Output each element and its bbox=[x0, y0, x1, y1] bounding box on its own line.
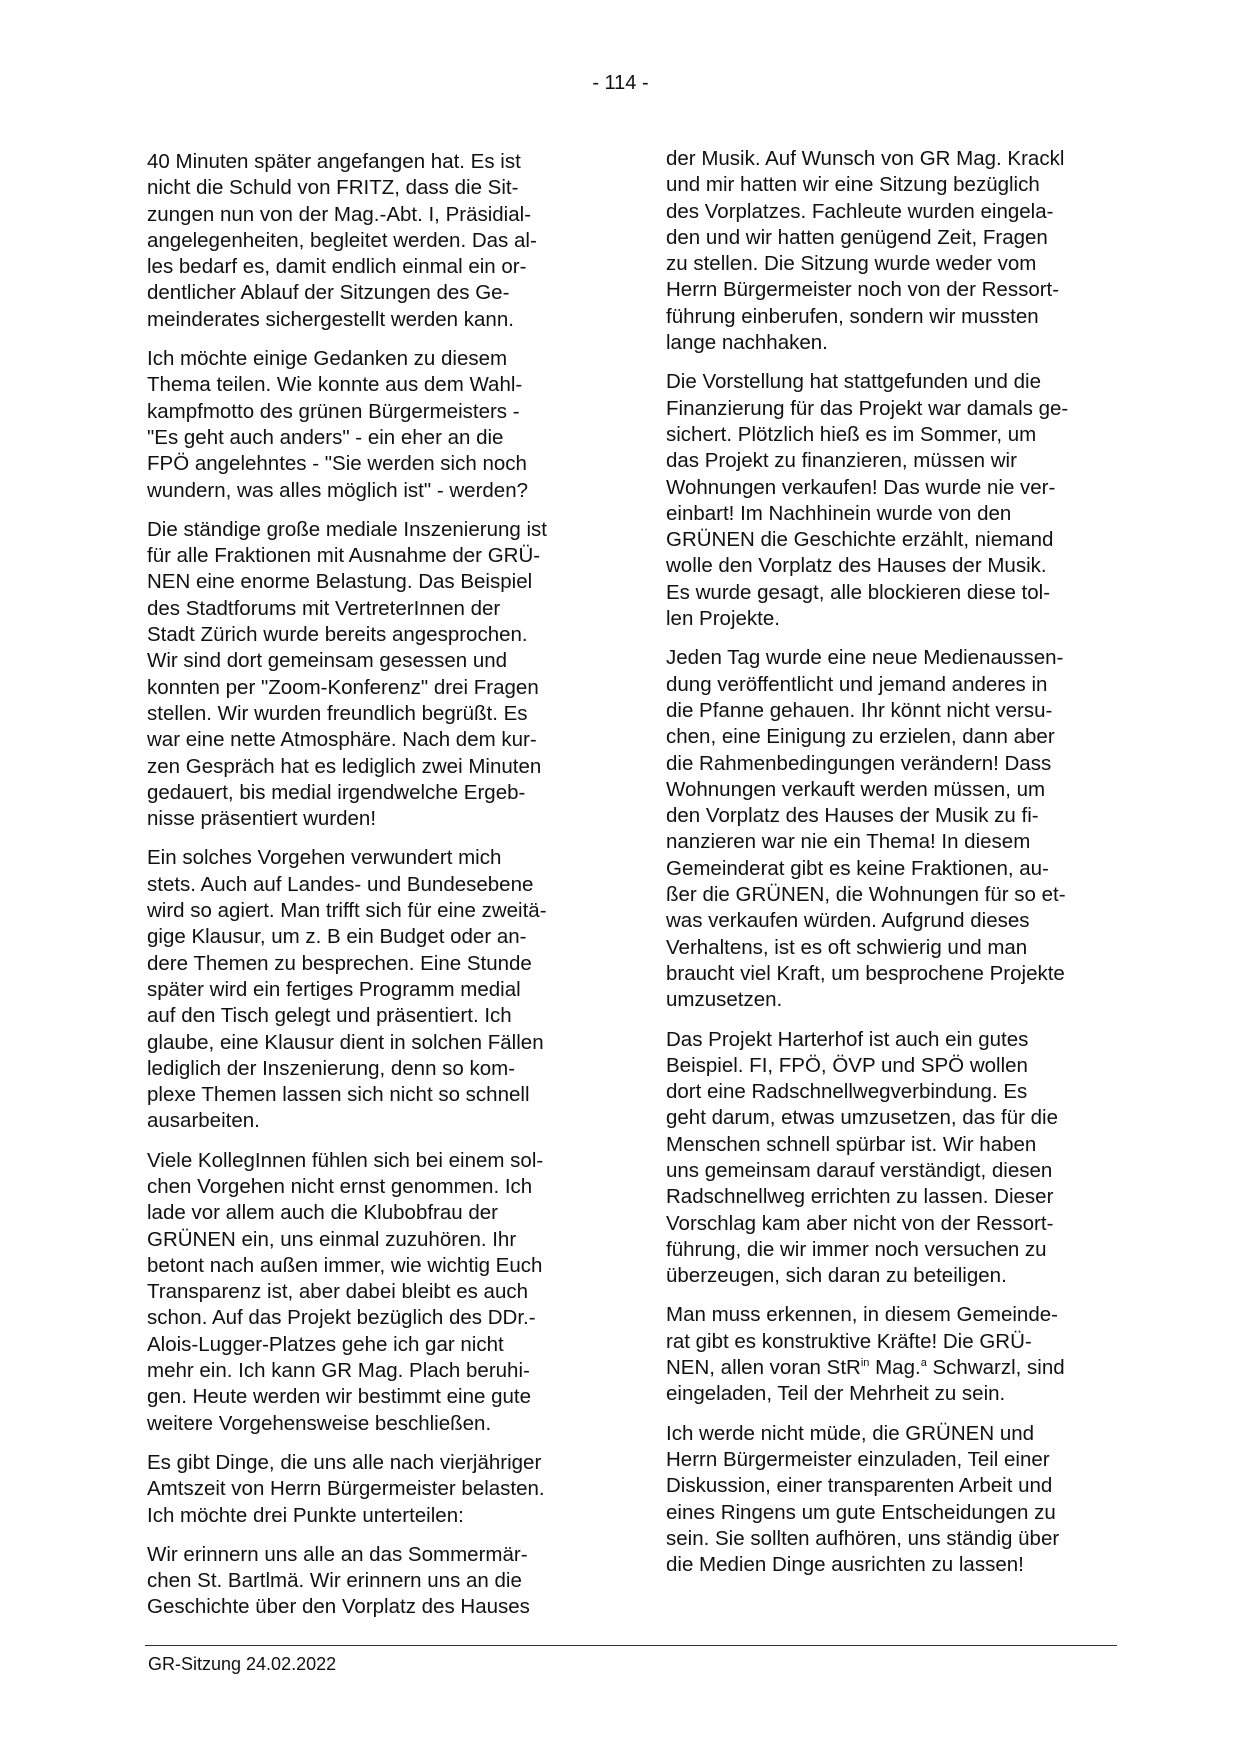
text-run: Man muss erkennen, in diesem Gemeinde- rat gibt es konstruktive Kräfte! Die GRÜ- NEN, allen voran StR bbox=[666, 1303, 1058, 1380]
paragraph: Das Projekt Harterhof ist auch ein gutes Beispiel. FI, FPÖ, ÖVP und SPÖ wollen dort eine Radschnellwegverbindung. Es geht darum, etwas umzusetzen, das für die Menschen schnell spürbar ist. Wir haben uns gemeinsam darauf verständigt, diesen Radschnellweg errichten zu lassen. Dieser Vorschlag kam aber nicht von der Ressort- führung, die wir immer noch versuchen zu überzeugen, sich daran zu beteiligen. bbox=[666, 1027, 1058, 1288]
superscript: in bbox=[860, 1357, 870, 1370]
paragraph: Wir erinnern uns alle an das Sommermär- chen St. Bartlmä. Wir erinnern uns an die Geschichte über den Vorplatz des Hauses bbox=[147, 1542, 530, 1619]
superscript: a bbox=[920, 1357, 927, 1370]
text-run: Schwarzl, sind eingeladen, Teil der Mehrheit zu sein. bbox=[666, 1356, 1065, 1406]
text-run: Mag. bbox=[869, 1356, 921, 1380]
paragraph: Viele KollegInnen fühlen sich bei einem sol- chen Vorgehen nicht ernst genommen. Ich lade vor allem auch die Klubobfrau der GRÜNEN ein, uns einmal zuzuhören. Ihr betont nach außen immer, wie wichtig Euch Transparenz ist, aber dabei bleibt es auch schon. Auf das Projekt bezüglich des DDr.- Alois-Lugger-Platzes gehe ich gar nicht mehr ein. Ich kann GR Mag. Plach beruhi- gen. Heute werden wir bestimmt eine gute weitere Vorgehensweise beschließen. bbox=[147, 1148, 544, 1435]
footer-session-date: GR-Sitzung 24.02.2022 bbox=[148, 1654, 337, 1674]
page-number: - 114 - bbox=[592, 72, 649, 94]
paragraph: Es gibt Dinge, die uns alle nach vierjähriger Amtszeit von Herrn Bürgermeister belasten. Ich möchte drei Punkte unterteilen: bbox=[147, 1450, 545, 1527]
paragraph: Ich werde nicht müde, die GRÜNEN und Herrn Bürgermeister einzuladen, Teil einer Diskussion, einer transparenten Arbeit und eines Ringens um gute Entscheidungen zu sein. Sie sollten aufhören, uns ständig über die Medien Dinge ausrichten zu lassen! bbox=[666, 1421, 1060, 1577]
right-column bbox=[666, 146, 1120, 1591]
paragraph: Ich möchte einige Gedanken zu diesem Thema teilen. Wie konnte aus dem Wahl- kampfmotto des grünen Bürgermeisters - "Es geht auch anders" - ein eher an die FPÖ angelehntes - "Sie werden sich noch wundern, was alles möglich ist" - werden? bbox=[147, 347, 529, 502]
paragraph: Jeden Tag wurde eine neue Medienaussen- dung veröffentlicht und jemand anderes in die Pfanne gehauen. Ihr könnt nicht versu- chen, eine Einigung zu erzielen, dann aber die Rahmenbedingungen verändern! Dass Wohnungen verkauft werden müssen, um den Vorplatz des Hauses der Musik zu fi- nanzieren war nie ein Thema! In diesem Gemeinderat gibt es keine Fraktionen, au- ßer die GRÜNEN, die Wohnungen für so et- was verkaufen würden. Aufgrund dieses Verhaltens, ist es oft schwierig und man braucht viel Kraft, um besprochene Projekte umzusetzen. bbox=[666, 646, 1066, 1012]
paragraph: Ein solches Vorgehen verwundert mich stets. Auch auf Landes- und Bundesebene wird so agiert. Man trifft sich für eine zweitä- gige Klausur, um z. B ein Budget oder an- dere Themen zu besprechen. Eine Stunde später wird ein fertiges Programm medial auf den Tisch gelegt und präsentiert. Ich glaube, eine Klausur dient in solchen Fällen lediglich der Inszenierung, denn so kom- plexe Themen lassen sich nicht so schnell ausarbeiten. bbox=[147, 846, 547, 1133]
paragraph: 40 Minuten später angefangen hat. Es ist nicht die Schuld von FRITZ, dass die Sit- zungen nun von der Mag.-Abt. I, Präsidial- angelegenheiten, begleitet werden. Das al- les bedarf es, damit endlich einmal ein or- dentlicher Ablauf der Sitzungen des Ge- meinderates sichergestellt werden kann. bbox=[147, 150, 537, 331]
paragraph-str-invitation bbox=[666, 1302, 1120, 1407]
paragraph: Die Vorstellung hat stattgefunden und die Finanzierung für das Projekt war damals ge- sichert. Plötzlich hieß es im Sommer, um das Projekt zu finanzieren, müssen wir Wohnungen verkaufen! Das wurde nie ver- einbart! Im Nachhinein wurde von den GRÜNEN die Geschichte erzählt, niemand wolle den Vorplatz des Hauses der Musik. Es wurde gesagt, alle blockieren diese tol- len Projekte. bbox=[666, 370, 1069, 631]
left-column bbox=[147, 149, 602, 1634]
footer-rule bbox=[145, 1645, 1117, 1646]
paragraph: der Musik. Auf Wunsch von GR Mag. Krackl und mir hatten wir eine Sitzung bezüglich des Vorplatzes. Fachleute wurden eingela- den und wir hatten genügend Zeit, Fragen zu stellen. Die Sitzung wurde weder vom Herrn Bürgermeister noch von der Ressort- führung einberufen, sondern wir mussten lange nachhaken. bbox=[666, 147, 1065, 355]
paragraph: Die ständige große mediale Inszenierung ist für alle Fraktionen mit Ausnahme der GRÜ- NEN eine enorme Belastung. Das Beispiel des Stadtforums mit VertreterInnen der Stadt Zürich wurde bereits angesprochen. Wir sind dort gemeinsam gesessen und konnten per "Zoom-Konferenz" drei Fragen stellen. Wir wurden freundlich begrüßt. Es war eine nette Atmosphäre. Nach dem kur- zen Gespräch hat es lediglich zwei Minuten gedauert, bis medial irgendwelche Ergeb- nisse präsentiert wurden! bbox=[147, 517, 547, 831]
